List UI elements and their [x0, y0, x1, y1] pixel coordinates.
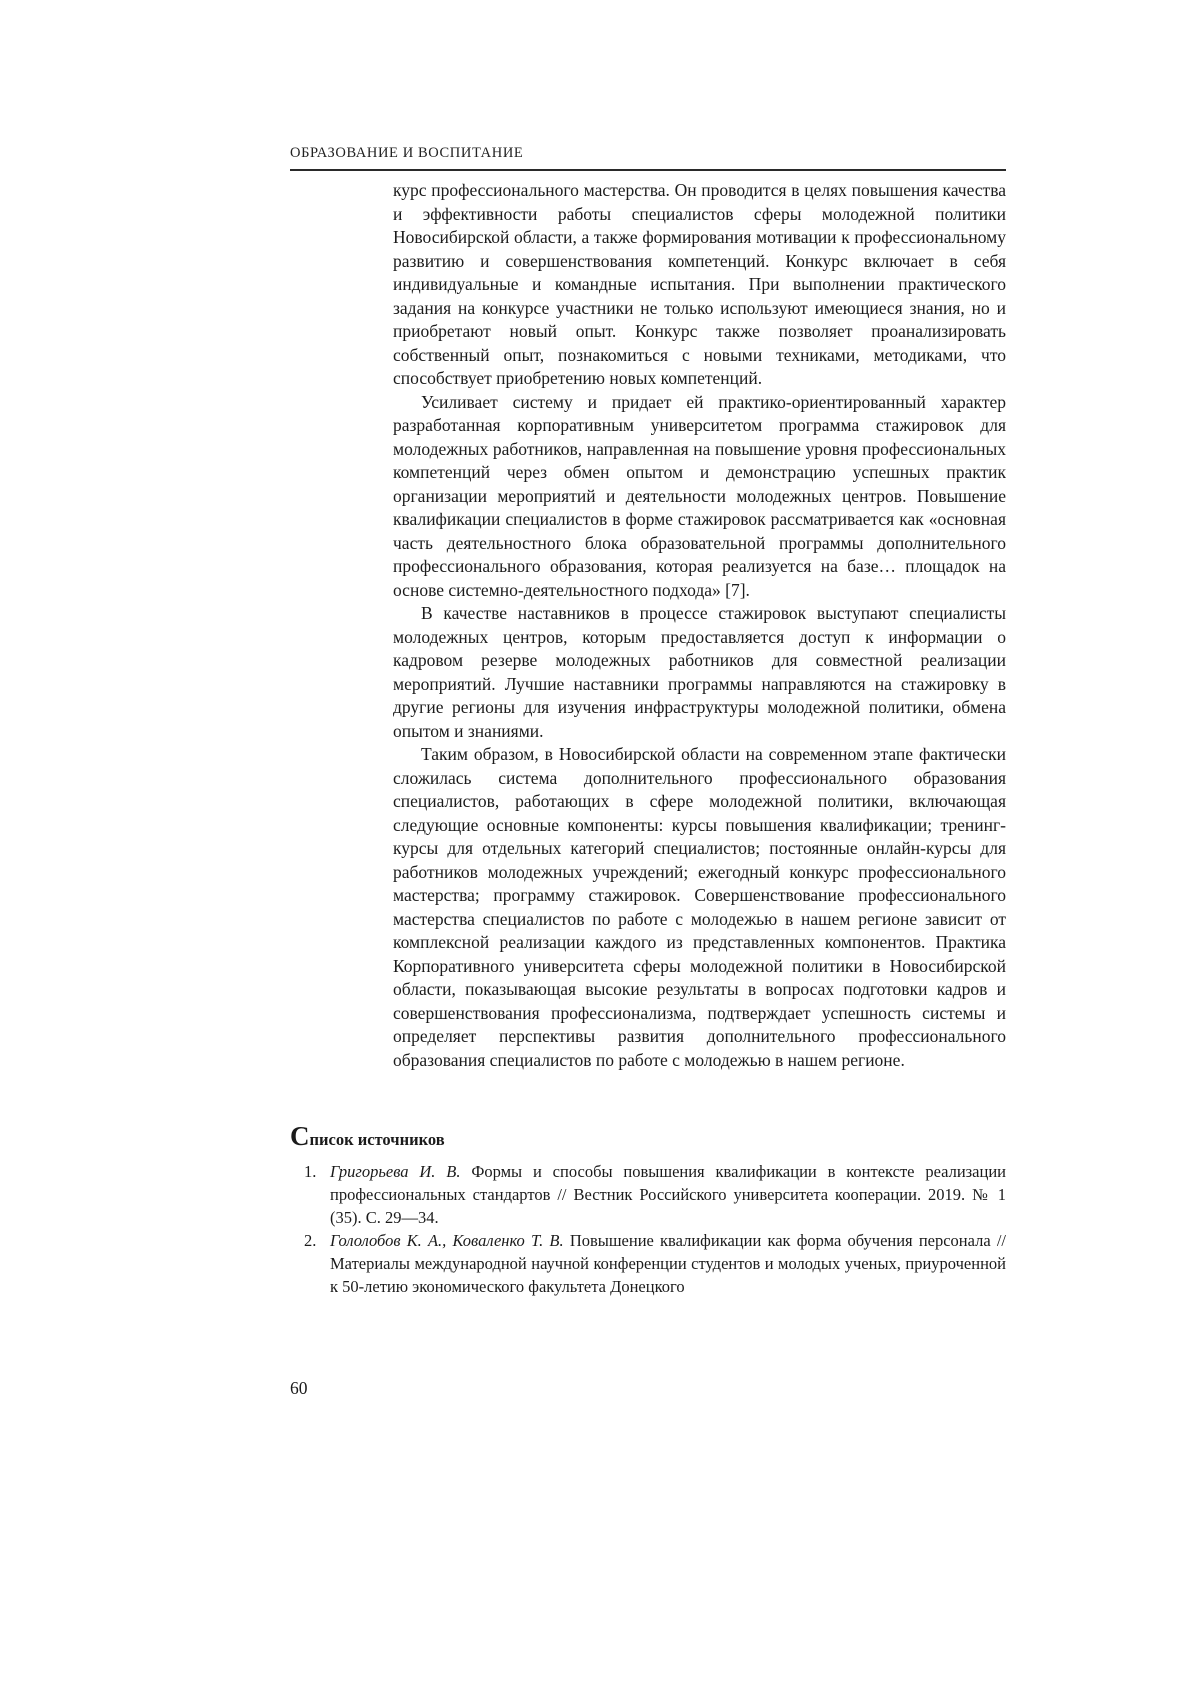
reference-text: Формы и способы повышения квалификации в контексте реализации профессиональных стандартов // Вестник Российского университета кооперации. 2019. № 1 (35). С. 29—34.: [330, 1162, 1006, 1227]
reference-item: [290, 1229, 1006, 1298]
references-heading-initial: С: [290, 1121, 310, 1151]
running-header: ОБРАЗОВАНИЕ И ВОСПИТАНИЕ: [290, 145, 1006, 171]
references-list: [290, 1160, 1006, 1298]
body-paragraph-2: Усиливает систему и придает ей практико-ориентированный характер разработанная корпоративным университетом программа стажировок для молодежных работников, направленная на повышение уровня профессиональных компетенций через обмен опытом и демонстрацию успешных практик организации мероприятий и деятельности молодежных центров. Повышение квалификации специалистов в форме стажировок рассматривается как «основная часть деятельностного блока образовательной программы дополнительного профессионального образования, которая реализуется на базе… площадок на основе системно-деятельностного подхода» [7].: [393, 391, 1006, 600]
page-content: [290, 145, 1006, 1298]
body-paragraph-3: В качестве наставников в процессе стажировок выступают специалисты молодежных центров, которым предоставляется доступ к информации о кадровом резерве молодежных работников для совместной реализации мероприятий. Лучшие наставники программы направляются на стажировку в другие регионы для изучения инфраструктуры молодежной политики, обмена опытом и знаниями.: [393, 603, 1006, 741]
article-body: [393, 179, 1006, 1072]
body-paragraph-4: Таким образом, в Новосибирской области на современном этапе фактически сложилась система дополнительного профессионального образования специалистов, работающих в сфере молодежной политики, включающая следующие основные компоненты: курсы повышения квалификации; тренинг-курсы для отдельных категорий специалистов; постоянные онлайн-курсы для работников молодежных учреждений; ежегодный конкурс профессионального мастерства; программу стажировок. Совершенствование профессионального мастерства специалистов по работе с молодежью в нашем регионе зависит от комплексной реализации каждого из представленных компонентов. Практика Корпоративного университета сферы молодежной политики в Новосибирской области, показывающая высокие результаты в вопросах подготовки кадров и совершенствования профессионализма, подтверждает успешность системы и определяет перспективы развития дополнительного профессионального образования специалистов по работе с молодежью в нашем регионе.: [393, 744, 1006, 1070]
references-section: [290, 1122, 1006, 1298]
reference-authors: Гололобов К. А., Коваленко Т. В.: [330, 1231, 564, 1250]
page-number: 60: [290, 1378, 308, 1398]
references-heading: [290, 1122, 1006, 1154]
reference-number: 1.: [304, 1162, 317, 1181]
reference-authors: Григорьева И. В.: [330, 1162, 461, 1181]
reference-number: 2.: [304, 1231, 317, 1250]
body-paragraph-1: курс профессионального мастерства. Он проводится в целях повышения качества и эффективности работы специалистов сферы молодежной политики Новосибирской области, а также формирования мотивации к профессиональному развитию и совершенствования компетенций. Конкурс включает в себя индивидуальные и командные испытания. При выполнении практического задания на конкурсе участники не только используют имеющиеся знания, но и приобретают новый опыт. Конкурс также позволяет проанализировать собственный опыт, познакомиться с новыми техниками, методиками, что способствует приобретению новых компетенций.: [393, 180, 1006, 388]
reference-text: Повышение квалификации как форма обучения персонала // Материалы международной научной конференции студентов и молодых ученых, приуроченной к 50-летию экономического факультета Донецкого: [330, 1231, 1006, 1296]
references-heading-rest: писок источников: [309, 1130, 445, 1149]
reference-item: [290, 1160, 1006, 1229]
